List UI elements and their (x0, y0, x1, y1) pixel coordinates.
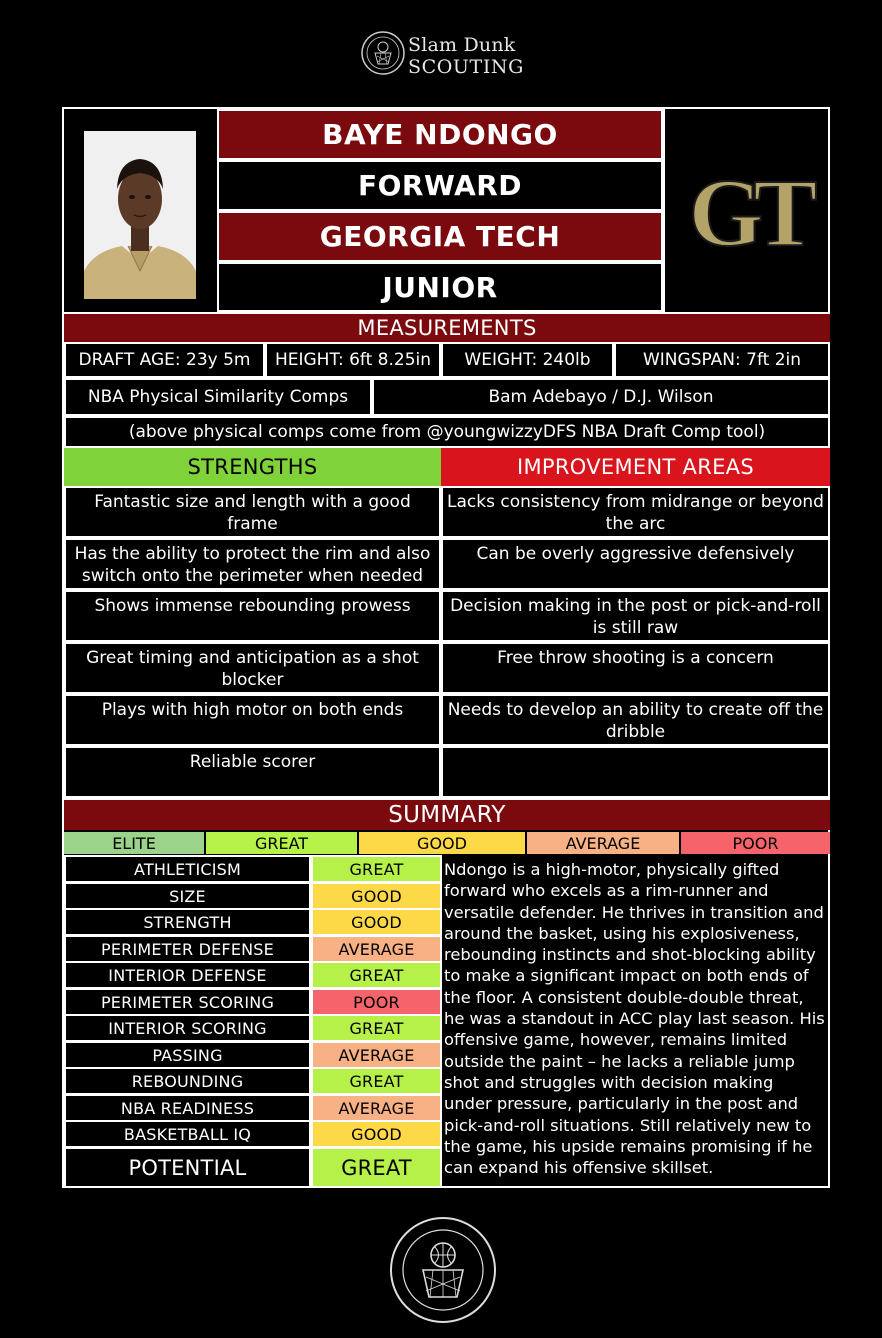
rating-label: BASKETBALL IQ (64, 1120, 311, 1148)
rating-value: GREAT (311, 961, 442, 989)
rating-label: PASSING (64, 1041, 311, 1069)
rating-label: REBOUNDING (64, 1067, 311, 1095)
rating-value: GOOD (311, 882, 442, 910)
improvement-item: Can be overly aggressive defensively (441, 538, 830, 590)
team-logo (663, 109, 830, 312)
rating-value: AVERAGE (311, 935, 442, 963)
scale-poor: POOR (681, 832, 830, 854)
strength-item: Shows immense rebounding prowess (64, 590, 441, 642)
rating-value: AVERAGE (311, 1041, 442, 1069)
improvement-item: Needs to develop an ability to create off the dribble (441, 694, 830, 746)
weight: WEIGHT: 240lb (441, 342, 614, 378)
comps-label: NBA Physical Similarity Comps (64, 378, 372, 416)
height: HEIGHT: 6ft 8.25in (265, 342, 441, 378)
rating-value: GREAT (311, 1014, 442, 1042)
potential-label: POTENTIAL (64, 1147, 311, 1188)
player-position: FORWARD (217, 160, 663, 211)
improvements-title: IMPROVEMENT AREAS (441, 448, 830, 486)
rating-value: POOR (311, 988, 442, 1016)
rating-value: GOOD (311, 1120, 442, 1148)
potential-value: GREAT (311, 1147, 442, 1188)
rating-label: SIZE (64, 882, 311, 910)
draft-age: DRAFT AGE: 23y 5m (64, 342, 265, 378)
improvement-item (441, 746, 830, 798)
georgia-tech-logo-icon (673, 161, 823, 261)
player-school: GEORGIA TECH (217, 211, 663, 262)
brand-line2: SCOUTING (408, 56, 524, 78)
rating-label: PERIMETER DEFENSE (64, 935, 311, 963)
strength-item: Has the ability to protect the rim and also switch onto the perimeter when needed (64, 538, 441, 590)
wingspan: WINGSPAN: 7ft 2in (614, 342, 830, 378)
rating-value: GOOD (311, 908, 442, 936)
rating-value: GREAT (311, 1067, 442, 1095)
player-class-year: JUNIOR (217, 262, 663, 312)
player-name: BAYE NDONGO (217, 109, 663, 160)
scale-great: GREAT (206, 832, 357, 854)
strength-item: Fantastic size and length with a good frame (64, 486, 441, 538)
rating-label: ATHLETICISM (64, 855, 311, 883)
measurements-title: MEASUREMENTS (64, 312, 830, 342)
improvement-item: Decision making in the post or pick-and-roll is still raw (441, 590, 830, 642)
player-photo (84, 131, 196, 299)
summary-text: Ndongo is a high-motor, physically gifted forward who excels as a rim-runner and versatile defender. He thrives in transition and around the basket, using his explosiveness, rebounding instincts and shot-blocking ability to make a significant impact on both ends of the floor. A consistent double-double threat, he was a standout in ACC play last season. His offensive game, however, remains limited outside the paint – he lacks a reliable jump shot and struggles with decision making under pressure, particularly in the post and pick-and-roll situations. Still relatively new to the game, his upside remains promising if he can expand his offensive skillset. (444, 860, 825, 1178)
rating-label: INTERIOR DEFENSE (64, 961, 311, 989)
svg-text:GT: GT (688, 160, 807, 261)
comps-value: Bam Adebayo / D.J. Wilson (372, 378, 830, 416)
rating-value: AVERAGE (311, 1094, 442, 1122)
strengths-title: STRENGTHS (64, 448, 441, 486)
rating-label: INTERIOR SCORING (64, 1014, 311, 1042)
strength-item: Reliable scorer (64, 746, 441, 798)
rating-label: NBA READINESS (64, 1094, 311, 1122)
strength-item: Plays with high motor on both ends (64, 694, 441, 746)
scale-good: GOOD (359, 832, 525, 854)
player-portrait-icon (84, 131, 196, 299)
strength-item: Great timing and anticipation as a shot blocker (64, 642, 441, 694)
slam-dunk-seal-icon (360, 30, 406, 76)
scouting-card (62, 107, 830, 1188)
brand-header (360, 30, 540, 80)
brand-line1: Slam Dunk (408, 34, 516, 56)
scale-elite: ELITE (64, 832, 204, 854)
summary-title: SUMMARY (64, 798, 830, 830)
nba-draft-seal-icon (388, 1215, 498, 1325)
improvement-item: Free throw shooting is a concern (441, 642, 830, 694)
scale-average: AVERAGE (527, 832, 679, 854)
rating-value: GREAT (311, 855, 442, 883)
rating-label: STRENGTH (64, 908, 311, 936)
improvement-item: Lacks consistency from midrange or beyond the arc (441, 486, 830, 538)
comps-note: (above physical comps come from @youngwizzyDFS NBA Draft Comp tool) (64, 416, 830, 448)
rating-label: PERIMETER SCORING (64, 988, 311, 1016)
